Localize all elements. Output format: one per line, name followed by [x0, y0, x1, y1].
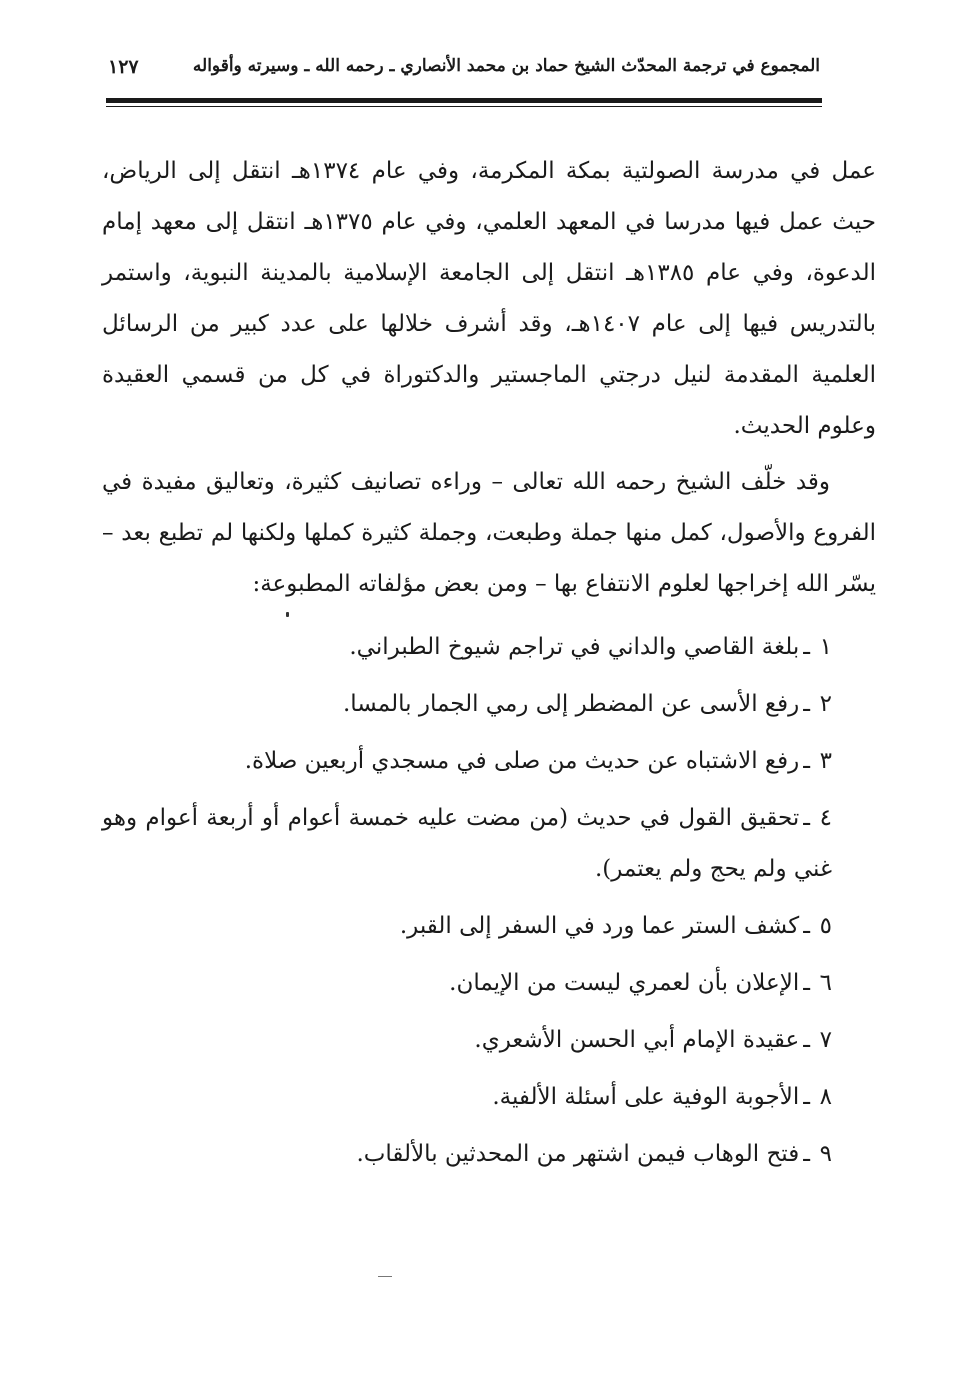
list-text: فتح الوهاب فيمن اشتهر من المحدثين بالألقاب. [356, 1141, 800, 1167]
list-dash: ـ [803, 1027, 810, 1053]
list-text: الأجوبة الوفية على أسئلة الألفية. [492, 1084, 800, 1110]
list-number: ٩ [819, 1141, 832, 1167]
page-number: ١٢٧ [108, 56, 139, 78]
list-item [102, 622, 832, 679]
list-dash: ـ [803, 748, 810, 774]
list-dash: ـ [803, 691, 810, 717]
list-item [102, 1072, 832, 1129]
list-dash: ـ [803, 1084, 810, 1110]
header-rule-thin [106, 106, 822, 107]
footer-mark [378, 1276, 392, 1277]
list-number: ٧ [819, 1027, 832, 1053]
list-text: رفع الأسى عن المضطر إلى رمي الجمار بالمسا. [342, 691, 800, 717]
list-text: تحقيق القول في حديث (من مضت عليه خمسة أعوام أو أربعة أعوام وهو غني ولم يحج ولم يعتمر). [102, 805, 832, 882]
list-number: ٥ [819, 913, 832, 939]
list-text: رفع الاشتباه عن حديث من صلى في مسجدي أربعين صلاة. [244, 748, 800, 774]
list-text: بلغة القاصي والداني في تراجم شيوخ الطبراني. [349, 634, 800, 660]
list-number: ٤ [819, 805, 832, 831]
list-text: كشف الستر عما ورد في السفر إلى القبر. [399, 913, 800, 939]
list-item [102, 901, 832, 958]
list-dash: ـ [803, 1141, 810, 1167]
list-item [102, 958, 832, 1015]
list-dash: ـ [803, 970, 810, 996]
list-number: ٣ [819, 748, 832, 774]
list-number: ٨ [819, 1084, 832, 1110]
body-text [102, 146, 876, 1186]
list-number: ١ [819, 634, 832, 660]
works-list [102, 622, 876, 1186]
list-dash: ـ [803, 634, 810, 660]
list-item [102, 736, 832, 793]
list-item [102, 1129, 832, 1186]
list-dash: ـ [803, 913, 810, 939]
list-text: عقيدة الإمام أبي الحسن الأشعري. [474, 1027, 800, 1053]
ink-speck [286, 612, 289, 617]
list-number: ٦ [819, 970, 832, 996]
header-rule-thick [106, 98, 822, 103]
list-item [102, 679, 832, 736]
running-header [108, 56, 820, 86]
running-title: المجموع في ترجمة المحدّث الشيخ حماد بن محمد الأنصاري ـ رحمه الله ـ وسيرته وأقواله [192, 56, 820, 76]
paragraph-works: وقد خلّف الشيخ رحمه الله تعالى – وراءه تصانيف كثيرة، وتعاليق مفيدة في الفروع والأصول، كمل منها جملة وطبعت، وجملة كثيرة كملها ولكنها لم تطبع بعد – يسّر الله إخراجها لعلوم الانتفاع بها – ومن بعض مؤلفاته المطبوعة: [102, 469, 876, 597]
list-number: ٢ [819, 691, 832, 717]
paragraph-biography: عمل في مدرسة الصولتية بمكة المكرمة، وفي عام ١٣٧٤هـ انتقل إلى الرياض، حيث عمل فيها مدرسا في المعهد العلمي، وفي عام ١٣٧٥هـ انتقل إلى معهد إمام الدعوة، وفي عام ١٣٨٥هـ انتقل إلى الجامعة الإسلامية بالمدينة النبوية، واستمر بالتدريس فيها إلى عام ١٤٠٧هـ، وقد أشرف خلالها على عدد كبير من الرسائل العلمية المقدمة لنيل درجتي الماجستير والدكتوراة في كل من قسمي العقيدة وعلوم الحديث. [102, 158, 877, 439]
list-dash: ـ [803, 805, 810, 831]
list-text: الإعلان بأن لعمري ليست من الإيمان. [449, 970, 800, 996]
list-item [102, 1015, 832, 1072]
list-item [102, 793, 832, 901]
